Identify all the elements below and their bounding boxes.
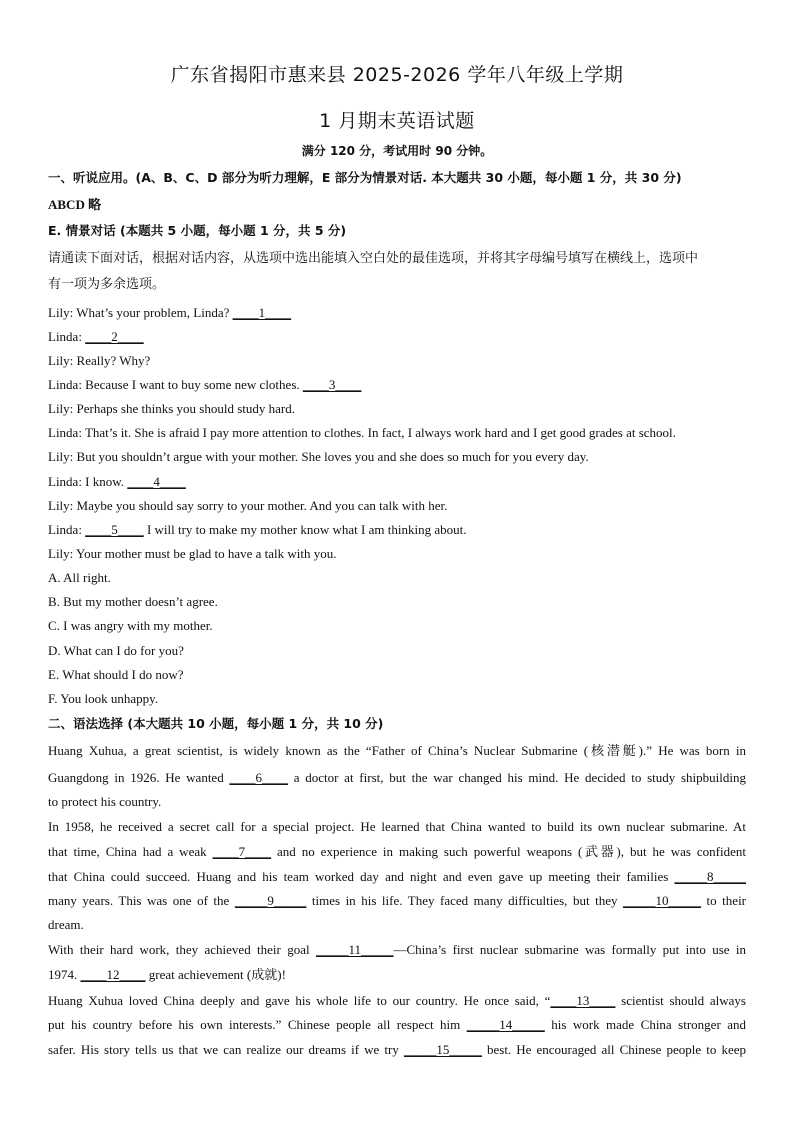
blank-2[interactable]: ____2____ <box>85 329 144 344</box>
passage-text: that China could succeed. Huang and his team worked day and night and even gave up meeting their families <box>48 869 675 884</box>
dialogue-text: Lily: But you shouldn’t argue with your mother. She loves you and she does so much for you every day. <box>48 449 589 464</box>
blank-15[interactable]: _____15_____ <box>403 1042 482 1057</box>
passage-text: many years. This was one of the <box>48 893 235 908</box>
dialogue-text: Linda: That’s it. She is afraid I pay more attention to clothes. In fact, I always work hard and I get good grades at school. <box>48 425 676 440</box>
passage-text: put his country before his own interests.” Chinese people all respect him <box>48 1017 467 1032</box>
passage-text: Huang Xuhua loved China deeply and gave his whole life to our country. He once said, “ <box>48 993 551 1008</box>
passage-line: Huang Xuhua, a great scientist, is widely known as the “Father of China’s Nuclear Submarine (核潜艇).” He was born in <box>48 743 746 758</box>
passage-line <box>48 942 746 958</box>
passage-text: to their <box>701 893 747 908</box>
blank-6[interactable]: ____6____ <box>229 770 288 785</box>
passage-line: dream. <box>48 917 84 932</box>
passage-text: best. He encouraged all Chinese people to keep <box>481 1042 746 1057</box>
passage-line <box>48 869 746 885</box>
passage-line <box>48 967 286 983</box>
dialogue-line <box>48 449 589 465</box>
option-e: E. What should I do now? <box>48 667 184 682</box>
passage-text: Guangdong in 1926. He wanted <box>48 770 230 785</box>
passage-text: that time, China had a weak <box>48 844 213 859</box>
dialogue-text: I will try to make my mother know what I am thinking about. <box>143 522 467 537</box>
section2-heading: 二、语法选择 (本大题共 10 小题，每小题 1 分，共 10 分) <box>48 716 384 731</box>
exam-meta: 满分 120 分，考试用时 90 分钟。 <box>301 144 493 158</box>
option-b: B. But my mother doesn’t agree. <box>48 594 218 609</box>
dialogue-text: Linda: I know. <box>48 474 128 489</box>
blank-5[interactable]: ____5____ <box>85 522 144 537</box>
instruction-line: 请通读下面对话，根据对话内容，从选项中选出能填入空白处的最佳选项，并将其字母编号填写在横线上，选项中 <box>48 251 699 266</box>
passage-text: scientist should always <box>615 993 746 1008</box>
blank-14[interactable]: _____14_____ <box>466 1017 545 1032</box>
dialogue-line <box>48 353 150 369</box>
part-e-heading: E. 情景对话 (本题共 5 小题，每小题 1 分，共 5 分) <box>48 223 347 238</box>
dialogue-line <box>48 474 186 490</box>
dialogue-text: Lily: Your mother must be glad to have a talk with you. <box>48 546 337 561</box>
passage-line <box>48 770 746 786</box>
passage-text: and no experience in making such powerful weapons (武器), but he was confident <box>271 844 746 859</box>
blank-11[interactable]: _____11_____ <box>315 942 394 957</box>
dialogue-text: Linda: <box>48 329 86 344</box>
blank-13[interactable]: ____13____ <box>550 993 616 1008</box>
option-c: C. I was angry with my mother. <box>48 618 213 633</box>
dialogue-line <box>48 546 337 562</box>
passage-line: to protect his country. <box>48 794 162 809</box>
option-f: F. You look unhappy. <box>48 691 159 706</box>
blank-7[interactable]: ____7____ <box>212 844 272 859</box>
dialogue-text: Lily: Maybe you should say sorry to your mother. And you can talk with her. <box>48 498 448 513</box>
dialogue-line <box>48 401 295 417</box>
dialogue-line <box>48 377 361 393</box>
blank-12[interactable]: ____12____ <box>80 967 146 982</box>
dialogue-line <box>48 305 291 321</box>
passage-text: —China’s first nuclear submarine was formally put into use in <box>393 942 747 957</box>
instruction-line: 有一项为多余选项。 <box>48 277 166 292</box>
passage-line <box>48 1042 746 1058</box>
section1-heading: 一、听说应用。(A、B、C、D 部分为听力理解，E 部分为情景对话. 本大题共 30 小题，每小题 1 分，共 30 分) <box>48 170 682 185</box>
passage-text: a doctor at first, but the war changed his mind. He decided to study shipbuilding <box>287 770 747 785</box>
option-d: D. What can I do for you? <box>48 643 184 658</box>
passage-text: great achievement (成就)! <box>145 967 286 982</box>
blank-4[interactable]: ____4____ <box>127 474 186 489</box>
section1-note: ABCD 略 <box>48 197 102 212</box>
dialogue-text: Lily: Perhaps she thinks you should study hard. <box>48 401 295 416</box>
blank-10[interactable]: _____10_____ <box>623 893 702 908</box>
passage-text: his work made China stronger and <box>544 1017 747 1032</box>
passage-text: With their hard work, they achieved their goal <box>48 942 316 957</box>
dialogue-text: Lily: Really? Why? <box>48 353 151 368</box>
blank-9[interactable]: _____9_____ <box>234 893 307 908</box>
blank-1[interactable]: ____1____ <box>232 305 292 320</box>
dialogue-line <box>48 498 447 514</box>
dialogue-line <box>48 425 676 441</box>
passage-text: safer. His story tells us that we can realize our dreams if we try <box>48 1042 404 1057</box>
passage-text: times in his life. They faced many difficulties, but they <box>306 893 624 908</box>
page-title: 广东省揭阳市惠来县 2025-2026 学年八年级上学期 <box>170 64 624 86</box>
passage-text: 1974. <box>48 967 81 982</box>
passage-line <box>48 993 746 1009</box>
dialogue-text: Lily: What’s your problem, Linda? <box>48 305 233 320</box>
passage-line <box>48 1017 746 1033</box>
blank-8[interactable]: _____8_____ <box>674 869 746 884</box>
dialogue-line <box>48 329 144 345</box>
passage-line <box>48 844 746 860</box>
page-subtitle: 1 月期末英语试题 <box>319 110 475 132</box>
blank-3[interactable]: ____3____ <box>302 377 362 392</box>
dialogue-text: Linda: <box>48 522 86 537</box>
dialogue-line <box>48 522 466 538</box>
passage-line: In 1958, he received a secret call for a special project. He learned that China wanted to build its own nuclear submarine. At <box>48 819 746 834</box>
passage-line <box>48 893 746 909</box>
dialogue-text: Linda: Because I want to buy some new clothes. <box>48 377 303 392</box>
option-a: A. All right. <box>48 570 111 585</box>
